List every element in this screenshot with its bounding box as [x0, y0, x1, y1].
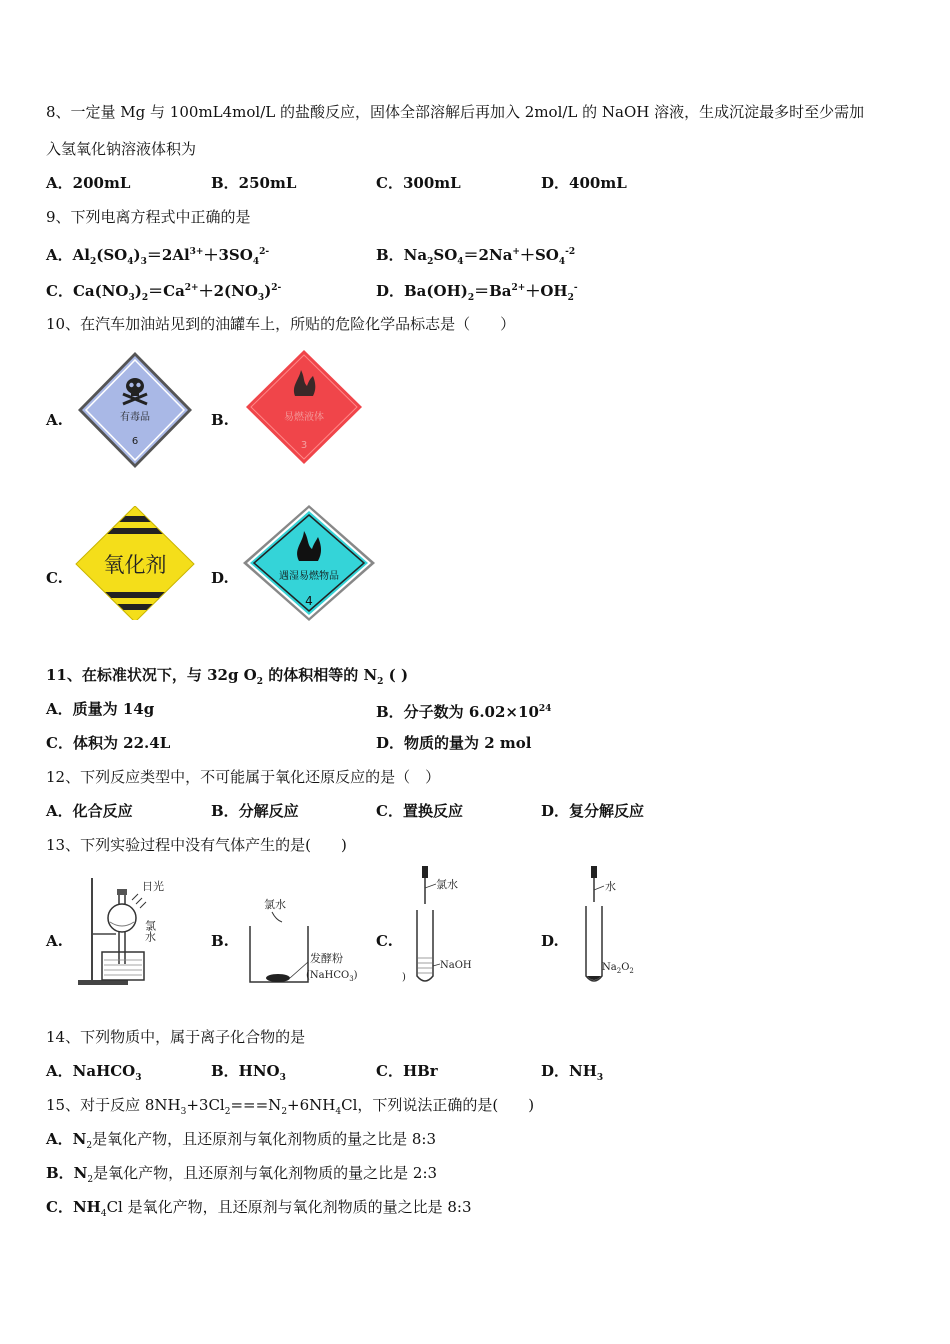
q14-option-b: B．$HNO_3$ — [211, 1062, 286, 1083]
powder-pile — [266, 974, 290, 982]
chlorine-water-label: 氯水 — [436, 878, 458, 891]
q14-option-a: A．NaHCO$_3$ — [46, 1062, 142, 1083]
q8-option-d: D．400mL — [541, 174, 627, 192]
q14-stem: 14、下列物质中，属于离子化合物的是 — [46, 1028, 306, 1046]
powder-label: 发酵粉 — [310, 952, 343, 965]
test-tube-naoh-figure — [400, 864, 490, 988]
svg-text:): ) — [402, 972, 406, 983]
toxic-sign — [74, 350, 196, 470]
q13-label-d: D. — [541, 932, 559, 950]
q11-option-b: B．分子数为 $6.02\times 10^{24}$ — [376, 703, 552, 721]
q8-stem-line1: 8、一定量 Mg 与 100mL4mol/L 的盐酸反应，固体全部溶解后再加入 2mol/L 的 NaOH 溶液，生成沉淀最多时至少需加 — [46, 103, 865, 121]
q10-label-c: C. — [46, 569, 63, 587]
q12-option-d: D．复分解反应 — [541, 802, 645, 820]
dropper-bulb — [422, 866, 428, 878]
q9-option-d: D．$Ba(OH)_2=Ba^{2+}+OH_2^-$ — [376, 282, 578, 303]
na2o2-label: $Na_2O_2$ — [602, 962, 634, 975]
flammable-sign-text: 易燃液体 — [284, 412, 324, 423]
q9-stem: 9、下列电离方程式中正确的是 — [46, 208, 251, 226]
q15-option-b: B．$N_2$是氧化产物，且还原剂与氧化剂物质的量之比是 2:3 — [46, 1164, 438, 1185]
q13-label-b: B. — [211, 932, 229, 950]
dangerous-when-wet-sign — [241, 503, 377, 623]
q12-stem: 12、下列反应类型中，不可能属于氧化还原反应的是（ ） — [46, 768, 441, 786]
q11-option-c: C．体积为 22.4L — [46, 734, 171, 752]
sunlight-label: 日光 — [142, 880, 164, 893]
chlorine-water-label: 氯水 — [143, 920, 157, 942]
q12-option-b: B．分解反应 — [211, 802, 299, 820]
test-tube — [417, 910, 433, 981]
q9-option-c: C．$Ca(NO_3)_2=Ca^{2+}+2(NO_3)^{2-}$ — [46, 282, 282, 303]
q8-option-a: A．200mL — [46, 174, 131, 192]
q8-stem-line2: 入氢氧化钠溶液体积为 — [46, 140, 197, 158]
q8-option-c: C．300mL — [376, 174, 461, 192]
q10-label-d: D. — [211, 569, 229, 587]
test-tube — [586, 906, 602, 981]
wet-sign-number: 4 — [305, 594, 313, 608]
q14-option-c: C．HBr — [376, 1062, 438, 1080]
q13-stem: 13、下列实验过程中没有气体产生的是( ) — [46, 836, 347, 854]
oxidizer-sign-text: 氧化剂 — [103, 553, 167, 577]
q14-option-d: D．$NH_3$ — [541, 1062, 604, 1083]
q15-option-c: C．$NH_4Cl$ 是氧化产物，且还原剂与氧化剂物质的量之比是 8:3 — [46, 1198, 472, 1219]
flask-sunlight-figure — [76, 872, 176, 988]
toxic-sign-text: 有毒品 — [120, 412, 150, 423]
oxidizer-sign — [74, 506, 196, 620]
naoh-label: NaOH — [440, 960, 472, 971]
q10-label-b: B. — [211, 411, 229, 429]
sunlight-rays-icon — [132, 894, 146, 908]
beaker — [102, 952, 144, 980]
q15-option-a: A．$N_2$是氧化产物，且还原剂与氧化剂物质的量之比是 8:3 — [46, 1130, 437, 1151]
q10-stem: 10、在汽车加油站见到的油罐车上，所贴的危险化学品标志是（ ） — [46, 315, 516, 333]
water-label: 水 — [605, 880, 616, 893]
q12-option-a: A．化合反应 — [46, 802, 133, 820]
q10-label-a: A. — [46, 411, 63, 429]
q13-label-a: A. — [46, 932, 63, 950]
dropper-bulb — [591, 866, 597, 878]
wet-sign-text: 遇湿易燃物品 — [279, 571, 339, 582]
flammable-sign-number: 3 — [300, 440, 308, 451]
flammable-liquid-sign — [243, 348, 365, 466]
beaker-powder-figure — [244, 892, 370, 988]
beaker — [250, 926, 308, 982]
q12-option-c: C．置换反应 — [376, 802, 463, 820]
round-flask — [108, 904, 136, 932]
q13-label-c: C. — [376, 932, 393, 950]
powder-formula: (NaHCO$_3$) — [306, 970, 358, 983]
q11-stem: 11、在标准状况下，与 32g $O_2$ 的体积相等的 $N_2$ ( ) — [46, 666, 409, 687]
q15-stem: 15、对于反应 $8NH_3+3Cl_2===N_2+6NH_4Cl$，下列说法正确的是( ) — [46, 1096, 535, 1117]
toxic-sign-fill — [82, 356, 188, 464]
test-tube-na2o2-figure — [576, 864, 666, 988]
q11-option-a: A．质量为 14g — [46, 700, 155, 718]
q9-option-a: A．$Al_2(SO_4)_3=2Al^{3+}+3SO_4^{2-}$ — [46, 246, 270, 267]
q11-option-d: D．物质的量为 2 mol — [376, 734, 532, 752]
chlorine-water-label: 氯水 — [264, 898, 286, 911]
toxic-sign-number: 6 — [131, 436, 139, 447]
q8-option-b: B．250mL — [211, 174, 297, 192]
q9-option-b: B．$Na_2SO_4=2Na^++SO_4^{-2}$ — [376, 246, 576, 267]
